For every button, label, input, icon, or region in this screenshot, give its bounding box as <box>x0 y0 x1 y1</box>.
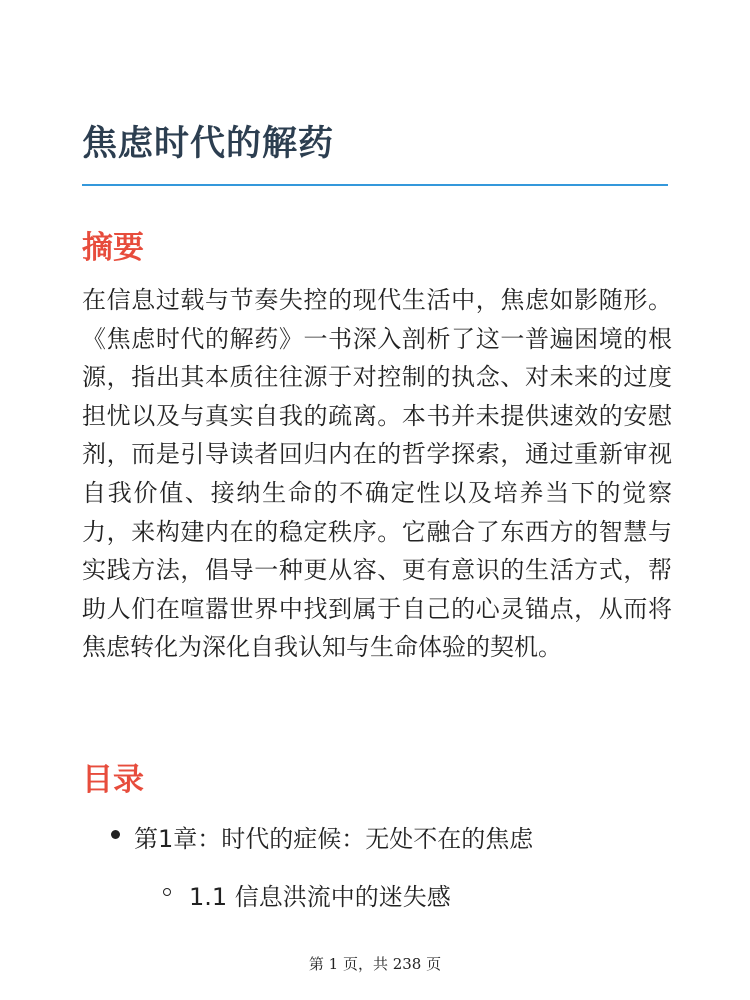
bullet-circle-icon <box>163 888 171 896</box>
abstract-heading: 摘要 <box>82 230 144 266</box>
toc-item-chapter-1[interactable]: 第1章：时代的症候：无处不在的焦虑 <box>134 825 534 853</box>
page-number: 第 1 页，共 238 页 <box>308 955 442 973</box>
toc-heading: 目录 <box>82 762 144 798</box>
toc-item-section-1-1[interactable]: 1.1 信息洪流中的迷失感 <box>189 883 451 911</box>
title-divider <box>82 184 668 186</box>
book-title: 焦虑时代的解药 <box>82 124 335 164</box>
abstract-body: 在信息过载与节奏失控的现代生活中，焦虑如影随形。《焦虑时代的解药》一书深入剖析了这一普遍困境的根源，指出其本质往往源于对控制的执念、对未来的过度担忧以及与真实自我的疏离。本书并未提供速效的安慰剂，而是引导读者回归内在的哲学探索，通过重新审视自我价值、接纳生命的不确定性以及培养当下的觉察力，来构建内在的稳定秩序。它融合了东西方的智慧与实践方法，倡导一种更从容、更有意识的生活方式，帮助人们在喧嚣世界中找到属于自己的心灵锚点，从而将焦虑转化为深化自我认知与生命体验的契机。 <box>82 286 672 662</box>
bullet-disc-icon <box>111 830 120 839</box>
